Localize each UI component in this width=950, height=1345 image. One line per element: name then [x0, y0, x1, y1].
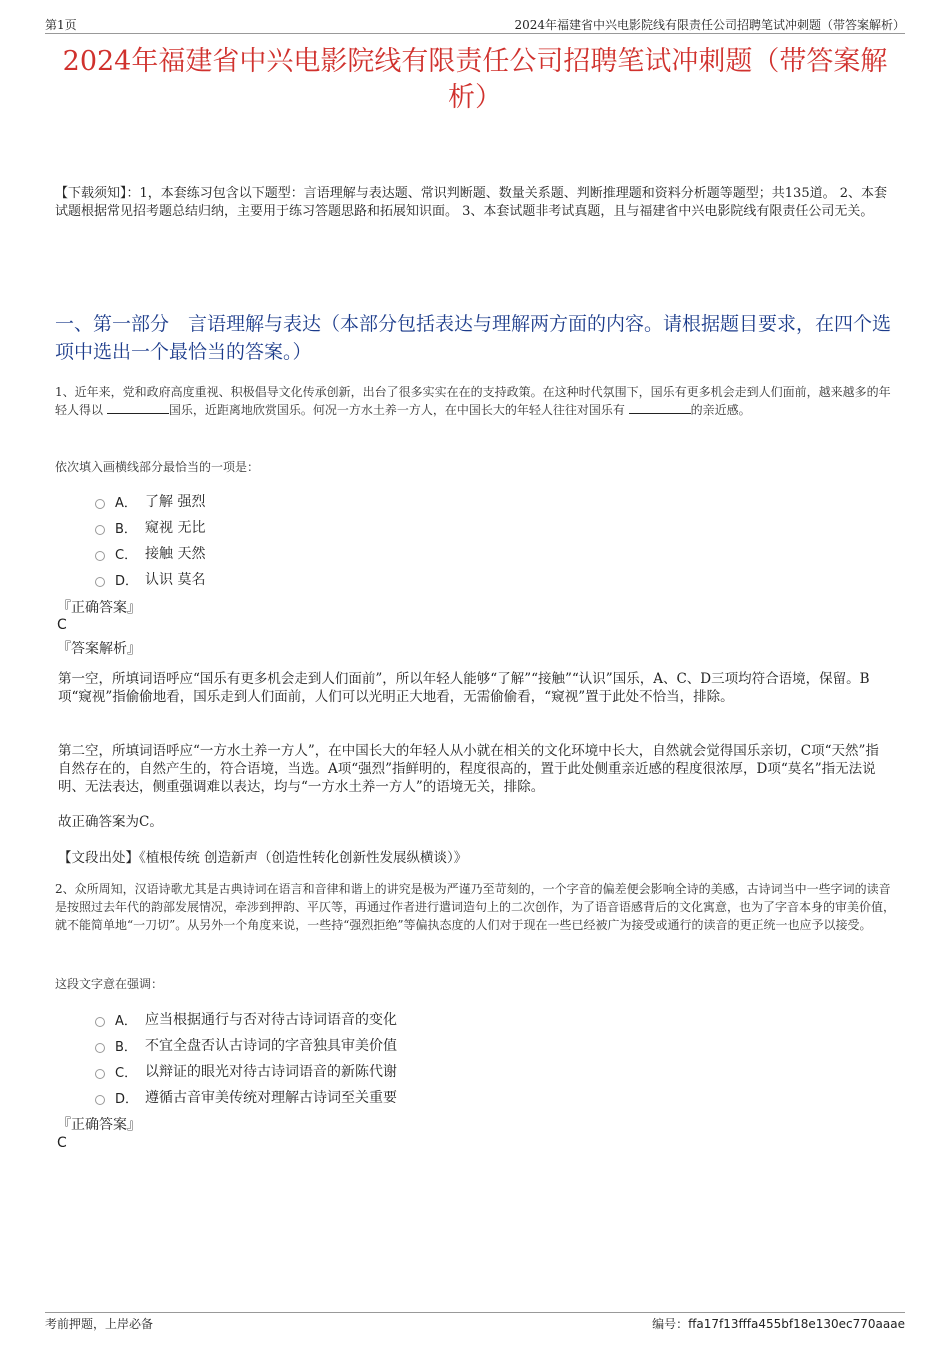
option-text: 应当根据通行与否对待古诗词语音的变化	[145, 1012, 397, 1028]
q1-option-d[interactable]	[95, 566, 205, 592]
q2-answer: C	[57, 1135, 67, 1151]
question-1-prompt: 依次填入画横线部分最恰当的一项是：	[55, 460, 260, 474]
option-text: 不宜全盘否认古诗词的字音独具审美价值	[145, 1038, 397, 1054]
q1-analysis-paragraph-1: 第一空，所填词语呼应“国乐有更多机会走到人们面前”，所以年轻人能够“了解”“接触”“认识”国乐，A、C、D三项均符合语境，保留。B项“窥视”指偷偷地看，国乐走到人们面前，人们可以光明正大地看，无需偷偷看，“窥视”置于此处不恰当，排除。	[58, 671, 870, 705]
option-text: 窥视 无比	[145, 520, 206, 536]
q1-answer: C	[57, 617, 67, 633]
q1-answer-heading: 『正确答案』	[57, 600, 141, 616]
document-title: 2024年福建省中兴电影院线有限责任公司招聘笔试冲刺题（带答案解析）	[62, 46, 888, 113]
q1-option-a[interactable]	[95, 488, 205, 514]
question-2-prompt: 这段文字意在强调：	[55, 977, 164, 991]
option-label: B．	[115, 521, 137, 537]
radio-icon[interactable]	[95, 551, 105, 561]
option-label: C．	[115, 1065, 138, 1081]
option-label: D．	[115, 573, 139, 589]
q1-analysis-paragraph-2: 第二空，所填词语呼应“一方水土养一方人”，在中国长大的年轻人从小就在相关的文化环境中长大，自然就会觉得国乐亲切，C项“天然”指自然存在的，自然产生的，符合语境，当选。A项“强烈”指鲜明的，程度很高的，置于此处侧重亲近感的程度很浓厚，D项“莫名”指无法说明、无法表达，侧重强调难以表达，均与“一方水土养一方人”的语境无关，排除。	[58, 743, 879, 795]
option-label: A．	[115, 1013, 137, 1029]
question-2-options	[95, 1006, 397, 1110]
option-label: B．	[115, 1039, 137, 1055]
question-2-text: 2、众所周知，汉语诗歌尤其是古典诗词在语言和音律和谐上的讲究是极为严谨乃至苛刻的，一个字音的偏差便会影响全诗的美感，古诗词当中一些字词的读音是按照过去年代的韵部发展情况，牵涉到押韵、平仄等，再通过作者进行遣词造句上的二次创作，为了语音语感背后的文化寓意，也为了字音本身的审美价值，就不能简单地“一刀切”。从另外一个角度来说，一些持“强烈拒绝”等偏执态度的人们对于现在一些已经被广为接受或通行的读音的更正统一也应予以接受。	[55, 882, 896, 932]
radio-icon[interactable]	[95, 499, 105, 509]
page-footer	[45, 1312, 905, 1331]
option-label: C．	[115, 547, 138, 563]
radio-icon[interactable]	[95, 1069, 105, 1079]
radio-icon[interactable]	[95, 1095, 105, 1105]
q2-option-b[interactable]	[95, 1032, 397, 1058]
question-1-text-part3: 的亲近感。	[690, 403, 751, 417]
section-heading: 一、第一部分 言语理解与表达（本部分包括表达与理解两方面的内容。请根据题目要求，在四个选项中选出一个最恰当的答案。）	[55, 313, 892, 363]
q1-option-b[interactable]	[95, 514, 205, 540]
footer-doc-id: 编号：ffa17f13fffa455bf18e130ec770aaae	[652, 1317, 905, 1331]
page-header	[45, 14, 905, 34]
question-1-options	[95, 488, 205, 592]
radio-icon[interactable]	[95, 577, 105, 587]
option-text: 接触 天然	[145, 546, 206, 562]
option-label: A．	[115, 495, 137, 511]
question-1-text-part1: 1、近年来，党和政府高度重视、积极倡导文化传承创新，出台了很多实实在在的支持政策。在这种时代氛围下，国乐有更多机会走到人们面前，越来越多的年轻人得以	[55, 385, 891, 417]
option-text: 认识 莫名	[145, 572, 206, 588]
page-number: 第1页	[45, 18, 77, 32]
q2-option-a[interactable]	[95, 1006, 397, 1032]
q2-option-d[interactable]	[95, 1084, 397, 1110]
radio-icon[interactable]	[95, 525, 105, 535]
option-text: 以辩证的眼光对待古诗词语音的新陈代谢	[145, 1064, 397, 1080]
q1-analysis-paragraph-3: 故正确答案为C。	[58, 814, 163, 830]
download-notice: 【下载须知】：1，本套练习包含以下题型：言语理解与表达题、常识判断题、数量关系题、判断推理题和资料分析题等题型；共135道。 2、本套试题根据常见招考题总结归纳，主要用于练习答题思路和拓展知识面。 3、本套试题非考试真题，且与福建省中兴电影院线有限责任公司无关。	[55, 186, 887, 219]
header-doc-title: 2024年福建省中兴电影院线有限责任公司招聘笔试冲刺题（带答案解析）	[514, 18, 905, 32]
q1-source: 【文段出处】《植根传统 创造新声（创造性转化创新性发展纵横谈）》	[58, 850, 468, 866]
q1-analysis-heading: 『答案解析』	[57, 641, 141, 657]
fill-blank-1	[107, 402, 169, 414]
option-label: D．	[115, 1091, 139, 1107]
q2-answer-heading: 『正确答案』	[57, 1117, 141, 1133]
option-text: 遵循古音审美传统对理解古诗词至关重要	[145, 1090, 397, 1106]
q2-option-c[interactable]	[95, 1058, 397, 1084]
question-1-text	[55, 383, 898, 419]
fill-blank-2	[629, 402, 691, 414]
radio-icon[interactable]	[95, 1043, 105, 1053]
question-1-text-part2: 国乐，近距离地欣赏国乐。何况一方水土养一方人，在中国长大的年轻人往往对国乐有	[168, 403, 629, 417]
radio-icon[interactable]	[95, 1017, 105, 1027]
q1-option-c[interactable]	[95, 540, 205, 566]
option-text: 了解 强烈	[145, 494, 206, 510]
footer-slogan: 考前押题，上岸必备	[45, 1317, 154, 1331]
